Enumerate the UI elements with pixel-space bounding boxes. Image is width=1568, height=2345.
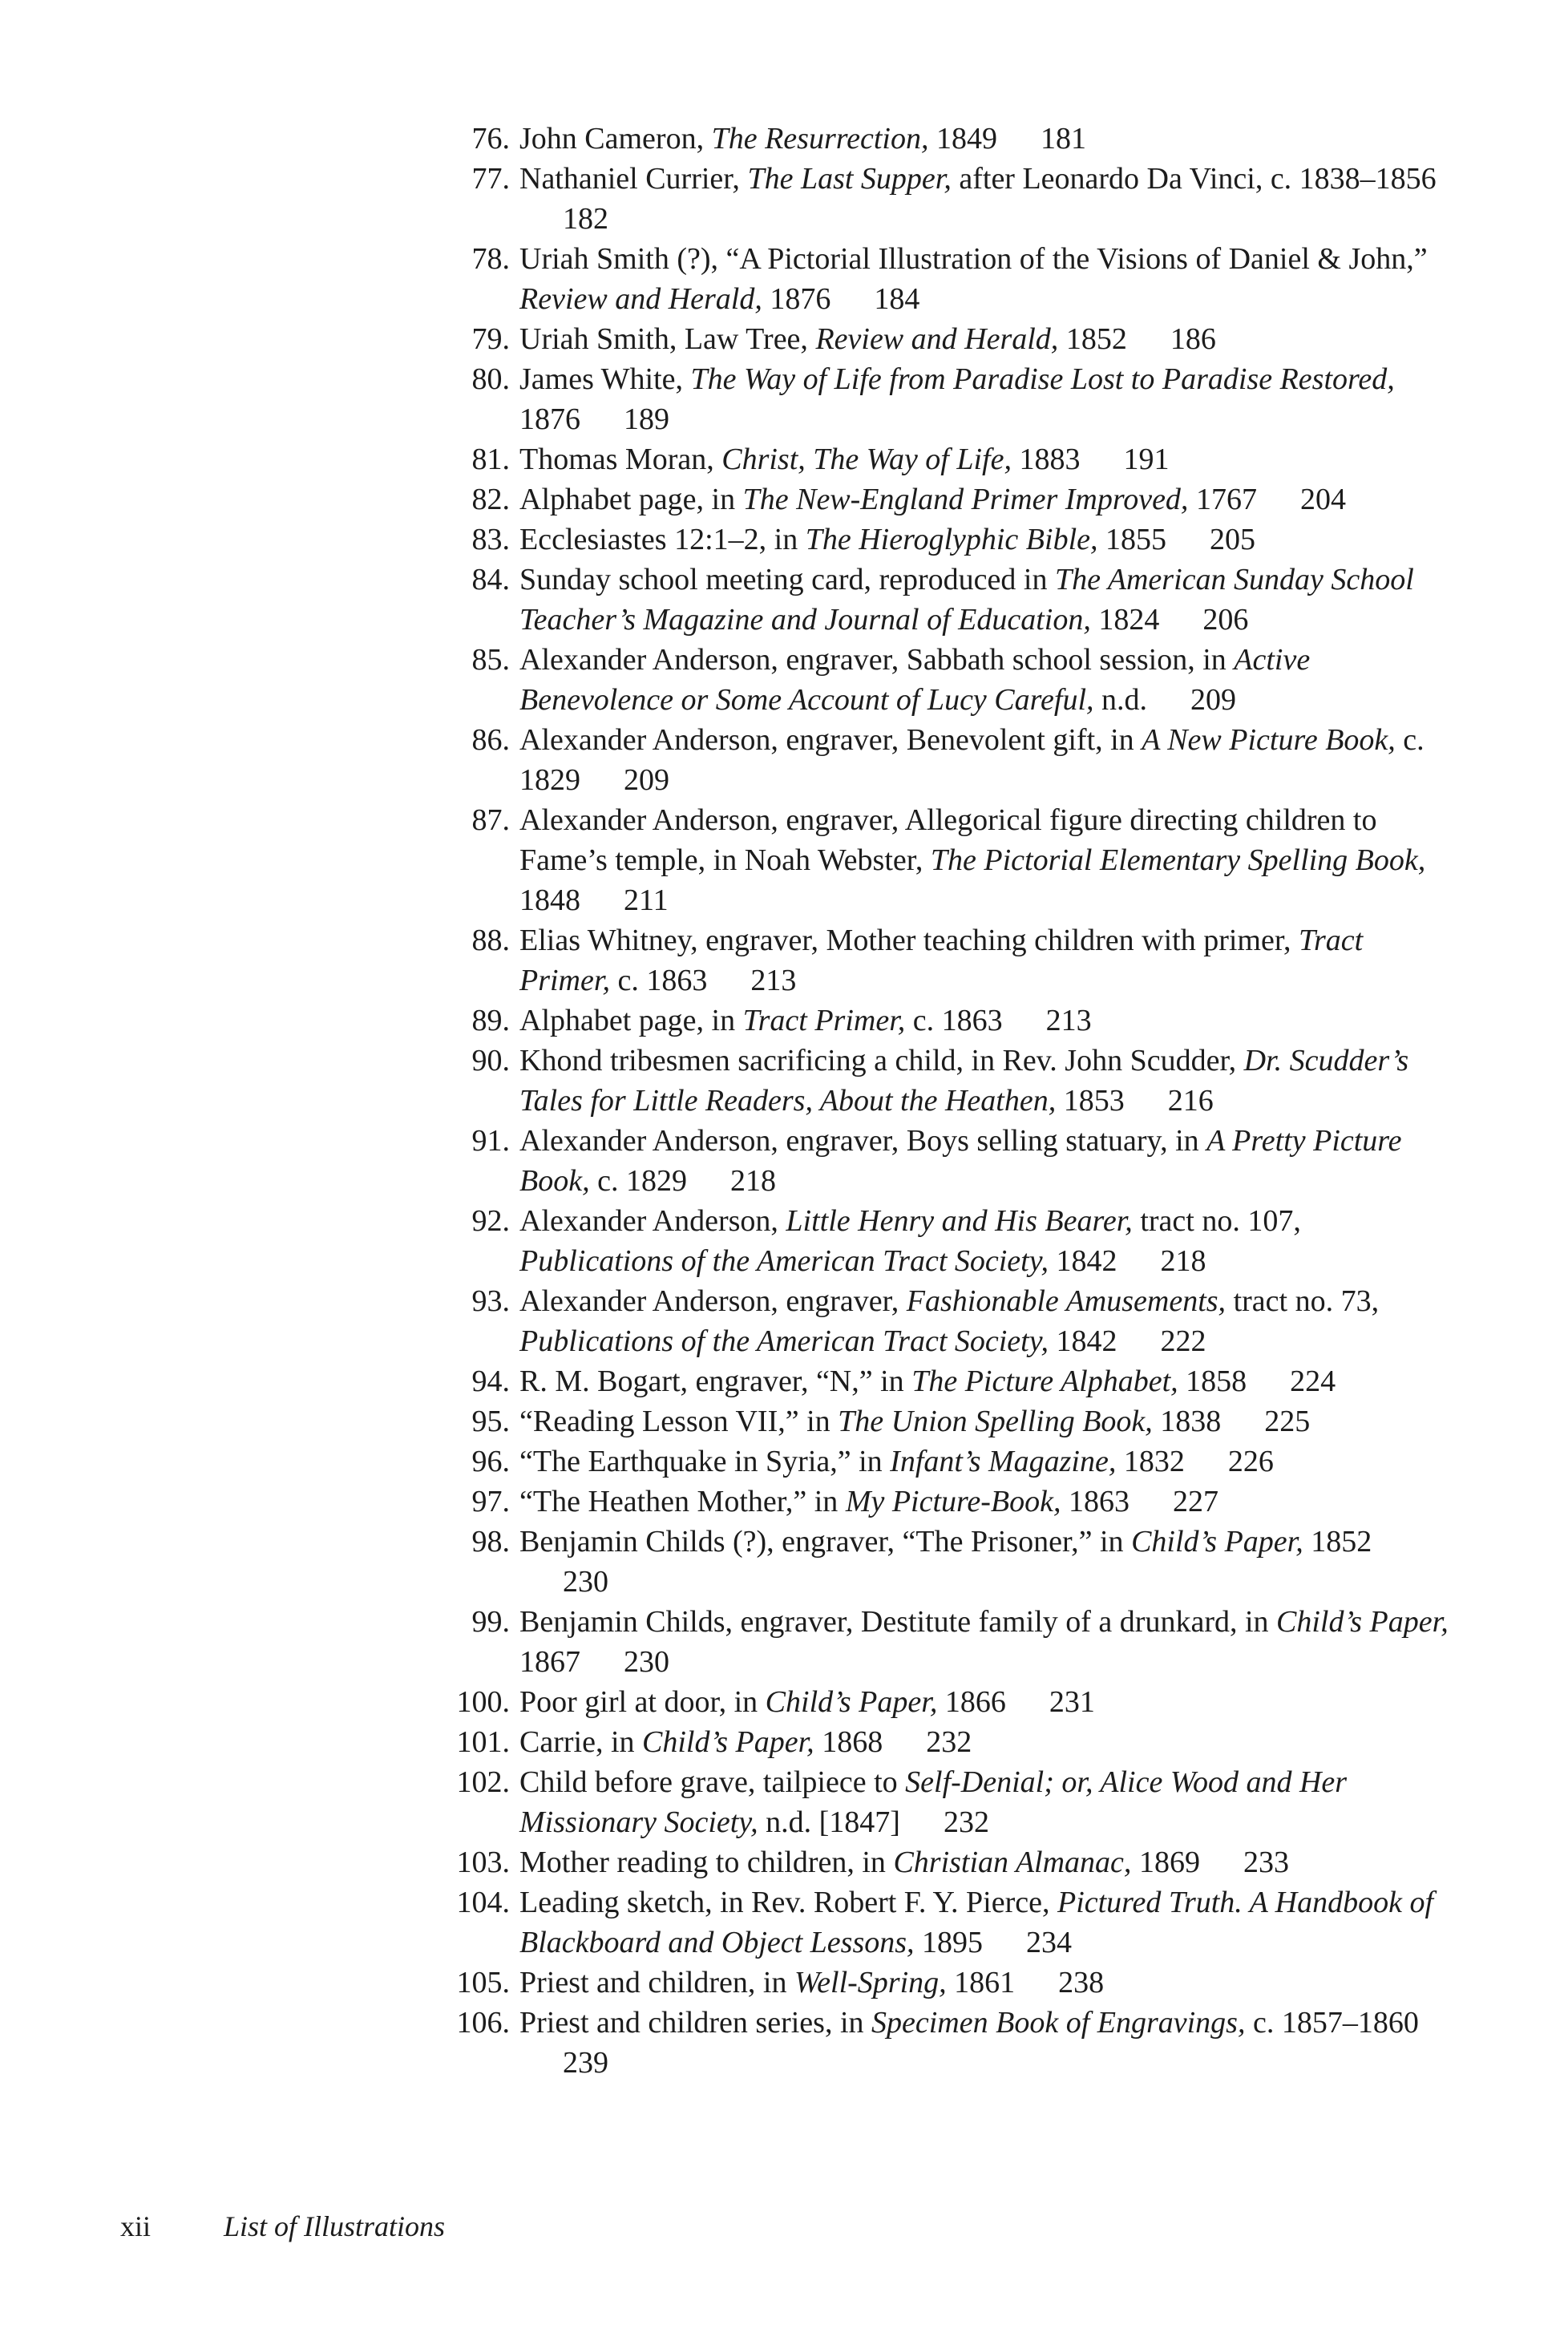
illustration-entry [439,520,1457,560]
entry-text-segment: 1876 [762,282,831,316]
entry-page-number: 226 [1227,1445,1274,1478]
entry-text [519,1602,1457,1682]
entry-number: 80. [471,362,510,396]
illustration-entry [439,1602,1457,1682]
entry-text-segment: Alexander Anderson, engraver, Allegorical figure directing children to Fame’s temple, in Noah Webster, [519,803,1377,877]
entry-title-italic: Fashionable Amusements, [906,1284,1227,1318]
entry-page-number: 205 [1210,523,1255,556]
entry-title-italic: Child’s Paper, [1276,1605,1449,1639]
entry-text-segment: c. 1829 [589,1164,687,1198]
entry-text-segment: 1867 [519,1645,580,1679]
illustration-entry [439,1121,1457,1201]
illustration-entry [439,1842,1457,1882]
entry-title-italic: The Picture Alphabet, [911,1365,1178,1398]
entry-text-segment: 1832 [1116,1445,1185,1478]
page-footer [120,2209,445,2244]
illustration-entry [439,1361,1457,1401]
entry-title-italic: Review and Herald, [815,322,1059,356]
entry-text-segment: Benjamin Childs, engraver, Destitute family of a drunkard, in [519,1605,1277,1639]
entry-title-italic: Pictured Truth. A Handbook of Blackboard and Object Lessons, [519,1886,1434,1959]
entry-page-number: 227 [1173,1485,1219,1518]
entry-text [519,800,1457,920]
entry-text-segment: 1868 [814,1725,883,1759]
entry-text-segment: tract no. 107, [1132,1204,1301,1238]
entry-title-italic: Well-Spring, [794,1966,947,1999]
entry-text [519,1842,1457,1882]
entry-text-segment: tract no. 73, [1226,1284,1380,1318]
entry-page-number: 191 [1123,443,1170,476]
entry-title-italic: Infant’s Magazine, [890,1445,1117,1478]
entry-number: 101. [456,1725,510,1759]
entry-text [519,720,1457,800]
entry-text [519,560,1457,640]
entry-title-italic: Christ, The Way of Life, [721,443,1012,476]
entry-number: 79. [471,322,510,356]
entry-text [519,2003,1457,2083]
entry-text-segment: “The Heathen Mother,” in [519,1485,846,1518]
entry-text [519,1201,1457,1281]
entry-title-italic: Tract Primer, [742,1004,906,1037]
entry-page-number: 218 [729,1164,776,1198]
entry-title-italic: The American Sunday School Teacher’s Magazine and Journal of Education, [519,563,1414,637]
entry-number: 88. [471,924,510,957]
illustration-entry [439,640,1457,720]
entry-page-number: 213 [750,964,797,997]
entry-text-segment: Alexander Anderson, engraver, Benevolent gift, in [519,723,1142,757]
entry-number: 82. [471,483,510,516]
entry-text [519,319,1457,359]
entry-text-segment: 1861 [946,1966,1016,1999]
entry-text [519,1963,1457,2003]
entry-title-italic: Child’s Paper, [642,1725,814,1759]
illustration-entry [439,1963,1457,2003]
illustration-entry [439,1441,1457,1482]
entry-text-segment: Alphabet page, in [519,1004,743,1037]
entry-page-number: 232 [943,1805,989,1839]
entry-number: 93. [471,1284,510,1318]
entry-text-segment: 1855 [1097,523,1166,556]
entry-text-segment: Thomas Moran, [519,443,722,476]
illustration-entry [439,479,1457,520]
entry-text-segment: Uriah Smith (?), “A Pictorial Illustration of the Visions of Daniel & John,” [519,242,1428,276]
illustration-entry [439,1522,1457,1602]
entry-text [519,1482,1457,1522]
running-head: List of Illustrations [224,2210,446,2242]
entry-page-number: 186 [1170,322,1216,356]
entry-page-number: 204 [1299,483,1346,516]
illustration-entry [439,1482,1457,1522]
entry-text [519,359,1457,439]
entry-title-italic: Child’s Paper, [765,1685,938,1719]
entry-number: 77. [471,162,510,196]
entry-text-segment: R. M. Bogart, engraver, “N,” in [519,1365,912,1398]
entry-text [519,1441,1457,1482]
entry-page-number: 225 [1264,1405,1311,1438]
entry-text [519,439,1457,479]
entry-number: 99. [471,1605,510,1639]
entry-page-number: 182 [563,202,608,236]
entry-page-number: 211 [624,883,669,917]
illustration-entry [439,1201,1457,1281]
entry-title-italic: The Pictorial Elementary Spelling Book, [930,843,1426,877]
entry-text [519,1722,1457,1762]
illustration-entry [439,1682,1457,1722]
illustration-entry [439,1882,1457,1963]
entry-text-segment: “Reading Lesson VII,” in [519,1405,839,1438]
illustration-entry [439,560,1457,640]
entry-number: 104. [456,1886,510,1919]
entry-number: 96. [471,1445,510,1478]
entry-text-segment: 1866 [937,1685,1006,1719]
entry-text-segment: Nathaniel Currier, [519,162,748,196]
illustration-entry [439,239,1457,319]
entry-number: 106. [456,2006,510,2040]
entry-number: 89. [471,1004,510,1037]
entry-text-segment: c. 1863 [609,964,708,997]
illustration-entry [439,1401,1457,1441]
entry-number: 100. [456,1685,510,1719]
entry-text-segment: after Leonardo Da Vinci, c. 1838–1856 [951,162,1437,196]
entry-text-segment: 1858 [1178,1365,1247,1398]
entry-title-italic: Specimen Book of Engravings, [871,2006,1246,2040]
entry-text-segment: Leading sketch, in Rev. Robert F. Y. Pierce, [519,1886,1057,1919]
entry-text-segment: Alphabet page, in [519,483,743,516]
entry-title-italic: The Hieroglyphic Bible, [805,523,1098,556]
illustration-entry [439,720,1457,800]
entry-number: 78. [471,242,510,276]
entry-text-segment: 1767 [1188,483,1257,516]
entry-number: 94. [471,1365,510,1398]
entry-text-segment: Poor girl at door, in [519,1685,766,1719]
entry-title-italic: The Way of Life from Paradise Lost to Paradise Restored, [690,362,1395,396]
entry-page-number: 206 [1202,603,1249,637]
entry-text [519,479,1457,520]
entry-text-segment: Mother reading to children, in [519,1846,894,1879]
entry-text [519,640,1457,720]
entry-text-segment: Child before grave, tailpiece to [519,1765,906,1799]
entry-text-segment: 1824 [1090,603,1160,637]
illustration-entry [439,319,1457,359]
entry-text [519,1281,1457,1361]
entry-page-number: 222 [1160,1324,1206,1358]
entry-text-segment: 1852 [1058,322,1127,356]
entry-text [519,1522,1457,1602]
entry-text-segment: 1838 [1152,1405,1222,1438]
entry-title-italic: The Union Spelling Book, [838,1405,1153,1438]
entry-number: 98. [471,1525,510,1559]
entry-text-segment: James White, [519,362,691,396]
entry-page-number: 209 [1190,683,1237,717]
entry-text [519,1041,1457,1121]
entry-title-italic: My Picture-Book, [845,1485,1061,1518]
entry-text [519,920,1457,1001]
entry-title-italic: A New Picture Book, [1142,723,1396,757]
entry-text [519,159,1457,239]
entry-page-number: 238 [1058,1966,1105,1999]
entry-text-segment: Priest and children series, in [519,2006,872,2040]
entry-text-segment: 1876 [519,402,580,436]
entry-number: 76. [471,122,510,156]
entry-text-segment: 1849 [928,122,997,156]
entry-page-number: 213 [1045,1004,1092,1037]
entry-page-number: 216 [1167,1084,1214,1118]
entry-number: 90. [471,1044,510,1077]
entry-text-segment: Alexander Anderson, engraver, [519,1284,907,1318]
entry-text-segment: Sunday school meeting card, reproduced in [519,563,1055,596]
entry-number: 102. [456,1765,510,1799]
entry-text-segment: 1852 [1303,1525,1372,1559]
entry-title-italic: A Pretty Picture Book, [519,1124,1402,1198]
entry-page-number: 209 [624,763,669,797]
entry-page-number: 234 [1026,1926,1073,1959]
entry-text [519,1121,1457,1201]
entry-text-segment: Carrie, in [519,1725,643,1759]
entry-number: 97. [471,1485,510,1518]
illustration-entry [439,1722,1457,1762]
entry-text-segment: “The Earthquake in Syria,” in [519,1445,891,1478]
entry-text-segment: c. 1863 [905,1004,1003,1037]
entry-text-segment: Alexander Anderson, [519,1204,786,1238]
entry-title-italic: Publications of the American Tract Society, [519,1244,1049,1278]
illustration-list [439,119,1457,2083]
entry-title-italic: Christian Almanac, [893,1846,1132,1879]
entry-text [519,1361,1457,1401]
entry-text [519,119,1457,159]
entry-text-segment: 1895 [914,1926,984,1959]
entry-text [519,1001,1457,1041]
entry-page-number: 233 [1243,1846,1289,1879]
entry-text-segment: 1869 [1131,1846,1200,1879]
entry-text-segment: n.d. [1847] [758,1805,900,1839]
illustration-entry [439,159,1457,239]
entry-text-segment: 1842 [1049,1324,1117,1358]
entry-number: 84. [471,563,510,596]
entry-page-number: 218 [1160,1244,1206,1278]
entry-title-italic: Tract Primer, [519,924,1364,997]
entry-title-italic: The Resurrection, [711,122,929,156]
entry-title-italic: Dr. Scudder’s Tales for Little Readers, About the Heathen, [519,1044,1409,1118]
illustration-entry [439,1762,1457,1842]
entry-text-segment: Elias Whitney, engraver, Mother teaching children with primer, [519,924,1299,957]
entry-title-italic: Review and Herald, [519,282,762,316]
entry-text-segment: 1863 [1061,1485,1130,1518]
entry-text-segment: Benjamin Childs (?), engraver, “The Prisoner,” in [519,1525,1132,1559]
entry-title-italic: Active Benevolence or Some Account of Lucy Careful, [519,643,1311,717]
entry-number: 87. [471,803,510,837]
entry-title-italic: Child’s Paper, [1131,1525,1303,1559]
entry-page-number: 189 [624,402,669,436]
entry-number: 83. [471,523,510,556]
illustration-entry [439,439,1457,479]
illustration-entry [439,1041,1457,1121]
entry-text-segment: 1848 [519,883,580,917]
entry-title-italic: The New-England Primer Improved, [742,483,1189,516]
entry-page-number: 239 [563,2046,608,2080]
illustration-entry [439,920,1457,1001]
entry-text-segment: n.d. [1093,683,1148,717]
entry-text [519,1882,1457,1963]
entry-number: 91. [471,1124,510,1158]
entry-title-italic: Publications of the American Tract Society, [519,1324,1049,1358]
entry-number: 105. [456,1966,510,1999]
entry-text [519,1762,1457,1842]
illustration-entry [439,359,1457,439]
entry-page-number: 230 [624,1645,669,1679]
illustration-entry [439,1001,1457,1041]
entry-number: 92. [471,1204,510,1238]
entry-text [519,239,1457,319]
entry-number: 86. [471,723,510,757]
illustration-entry [439,119,1457,159]
entry-title-italic: Self-Denial; or, Alice Wood and Her Missionary Society, [519,1765,1348,1839]
illustration-entry [439,2003,1457,2083]
entry-text-segment: Alexander Anderson, engraver, Sabbath school session, in [519,643,1235,677]
entry-page-number: 232 [926,1725,972,1759]
entry-text-segment: Alexander Anderson, engraver, Boys selling statuary, in [519,1124,1207,1158]
entry-page-number: 230 [563,1565,608,1599]
entry-text-segment: Priest and children, in [519,1966,794,1999]
entry-number: 103. [456,1846,510,1879]
entry-title-italic: Little Henry and His Bearer, [786,1204,1133,1238]
page-number: xii [120,2210,152,2242]
entry-text-segment: Uriah Smith, Law Tree, [519,322,816,356]
entry-number: 81. [471,443,510,476]
entry-text [519,1682,1457,1722]
entry-text [519,1401,1457,1441]
entry-text-segment: 1842 [1049,1244,1117,1278]
entry-page-number: 231 [1049,1685,1095,1719]
entry-page-number: 181 [1040,122,1086,156]
entry-text-segment: Khond tribesmen sacrificing a child, in Rev. John Scudder, [519,1044,1244,1077]
illustration-entry [439,800,1457,920]
entry-page-number: 184 [874,282,920,316]
entry-text-segment: 1883 [1011,443,1081,476]
entry-text-segment: c. 1829 [519,723,1425,797]
entry-title-italic: The Last Supper, [747,162,952,196]
entry-text-segment: Ecclesiastes 12:1–2, in [519,523,806,556]
illustration-entry [439,1281,1457,1361]
entry-text-segment: John Cameron, [519,122,712,156]
entry-text [519,520,1457,560]
entry-text-segment: 1853 [1056,1084,1125,1118]
entry-text-segment: c. 1857–1860 [1245,2006,1419,2040]
entry-page-number: 224 [1290,1365,1336,1398]
entry-number: 95. [471,1405,510,1438]
entry-number: 85. [471,643,510,677]
